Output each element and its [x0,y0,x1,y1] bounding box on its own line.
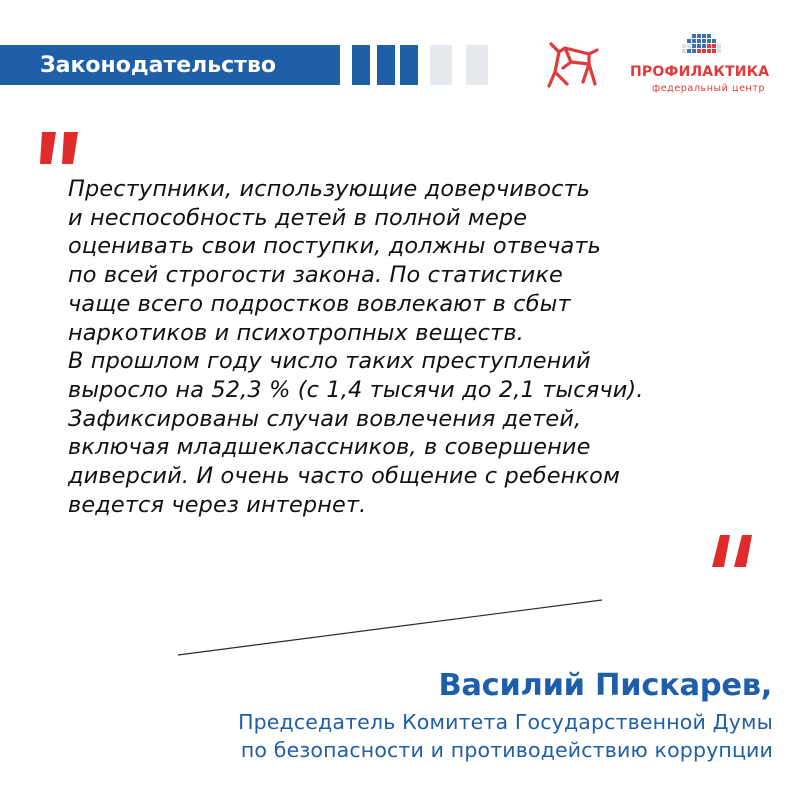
grid-cell [717,49,721,53]
grid-cell [692,49,696,53]
grid-cell [687,44,691,48]
grid-cell [707,39,711,43]
stripe-1 [352,45,370,85]
grid-cell [697,49,701,53]
grid-cell [687,39,691,43]
author-role [238,708,773,764]
stripe-3 [400,45,418,85]
author-name: Василий Пискарев, [438,668,772,703]
stripe-2 [377,45,395,85]
grid-cell [707,49,711,53]
org-logo-subtitle: федеральный центр [652,83,766,94]
grid-cell [712,39,716,43]
grid-cell [707,34,711,38]
horse-icon [545,38,601,90]
org-logo-title: ПРОФИЛАКТИКА [630,64,770,80]
grid-cell [717,44,721,48]
grid-cell [697,39,701,43]
grid-cell [712,44,716,48]
stripe-5 [466,45,488,85]
pixel-grid-icon [682,34,722,58]
grid-cell [687,49,691,53]
signature-divider [170,595,610,659]
rubric-label: Законодательство [0,45,340,85]
grid-cell [707,44,711,48]
grid-cell [697,44,701,48]
closing-quote-icon [710,533,754,569]
quote-text: Преступники, использующие доверчивость и неспособность детей в полной мере оценивать свои поступки, должны отвечать по всей строгости закона. По статистике чаще всего подростков вовлекают в сбыт наркотиков и психотропных веществ. В прошлом году число таких преступлений выросло на 52,3 % (с 1,4 тысячи до 2,1 тысячи). Зафиксированы случаи вовлечения детей, включая младшеклассников, в совершение диверсий. И очень часто общение с ребенком ведется через интернет. [68,176,644,518]
grid-cell [702,34,706,38]
grid-cell [697,34,701,38]
grid-cell [702,49,706,53]
grid-cell [682,44,686,48]
grid-cell [682,49,686,53]
grid-cell [692,44,696,48]
grid-cell [712,49,716,53]
grid-cell [692,34,696,38]
opening-quote-icon [40,130,84,166]
grid-cell [702,44,706,48]
stripe-4 [430,45,452,85]
author-role-line-1: Председатель Комитета Государственной Думы [238,710,773,734]
author-role-line-2: по безопасности и противодействию коррупции [240,738,773,762]
grid-cell [702,39,706,43]
grid-cell [692,39,696,43]
